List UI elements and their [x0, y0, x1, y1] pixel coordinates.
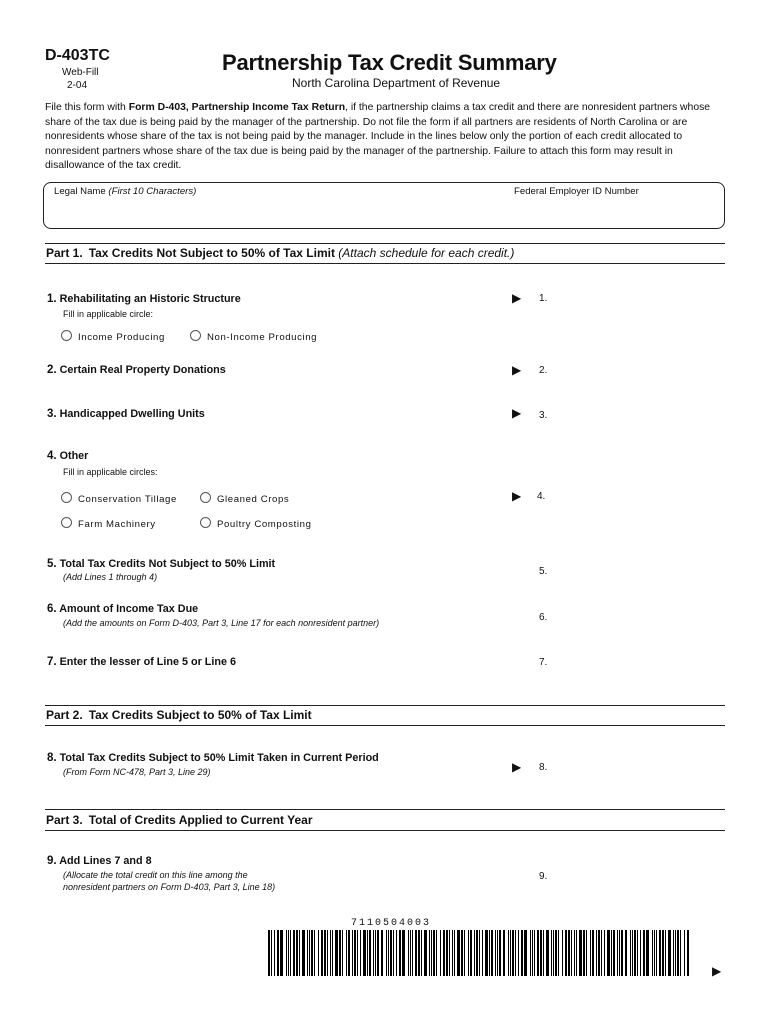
barcode-bar	[433, 930, 435, 976]
barcode-bar	[293, 930, 295, 976]
line8-ref: 8.	[539, 762, 548, 773]
barcode-bar	[491, 930, 493, 976]
barcode-bar	[534, 930, 535, 976]
barcode-bar	[495, 930, 496, 976]
next-page-arrow-icon: ▶	[712, 964, 722, 978]
barcode-bar	[339, 930, 341, 976]
line6-title: 6. Amount of Income Tax Due	[47, 603, 199, 615]
intro-text-2: , if the partnership claims a tax credit and there are nonresident partners whose share of the tax due is being paid by the manager of the partnership. Do not file the form if all partners are residents of North Carolina or are nonresidents whose share of the tax is not being paid by the manager. Include in the lines below only the portion of each credit allocated to nonresident partners whose share of the tax due is being paid by the manager of the partnership. Failure to attach this form may result in disallowance of the tax credit.	[45, 102, 711, 171]
barcode-bar	[352, 930, 353, 976]
barcode-bar	[470, 930, 472, 976]
barcode-bar	[335, 930, 338, 976]
barcode-bar	[532, 930, 533, 976]
barcode-bar	[357, 930, 358, 976]
barcode-bar	[452, 930, 453, 976]
barcode-bar	[634, 930, 636, 976]
line3-ref: 3.	[539, 410, 548, 421]
barcode-bar	[296, 930, 298, 976]
line7-ref: 7.	[539, 657, 548, 668]
barcode-bar	[424, 930, 427, 976]
divider	[45, 830, 725, 831]
barcode-bar	[524, 930, 527, 976]
barcode-bar	[418, 930, 420, 976]
barcode-bar	[302, 930, 305, 976]
barcode-bar	[332, 930, 333, 976]
barcode-bar	[576, 930, 577, 976]
arrow-icon: ▶	[512, 760, 522, 774]
barcode-bar	[592, 930, 594, 976]
barcode-bar	[640, 930, 641, 976]
barcode-bar	[369, 930, 371, 976]
barcode-bar	[330, 930, 331, 976]
department-name: North Carolina Department of Revenue	[292, 76, 501, 90]
barcode-bar	[613, 930, 615, 976]
barcode-bar	[431, 930, 432, 976]
line1-title: 1. Rehabilitating an Historic Structure	[47, 293, 241, 305]
form-version	[62, 66, 98, 92]
line5-note: (Add Lines 1 through 4)	[63, 572, 158, 582]
arrow-icon: ▶	[512, 489, 522, 503]
barcode-bar	[408, 930, 409, 976]
barcode-bar	[288, 930, 289, 976]
line9-ref: 9.	[539, 871, 548, 882]
barcode-bar	[586, 930, 587, 976]
line9-note: (Allocate the total credit on this line among the nonresident partners on Form D-403, Part 3, Line 18)	[63, 870, 276, 892]
barcode-bar	[476, 930, 478, 976]
barcode-bar	[611, 930, 612, 976]
barcode-bar	[604, 930, 605, 976]
barcode-bar	[659, 930, 661, 976]
arrow-icon: ▶	[512, 363, 522, 377]
barcode-bar	[499, 930, 501, 976]
barcode-bar	[318, 930, 319, 976]
barcode-bar	[596, 930, 597, 976]
line6-ref: 6.	[539, 612, 548, 623]
barcode-bar	[621, 930, 623, 976]
barcode-bar	[446, 930, 448, 976]
form-code: D-403TC	[45, 47, 110, 64]
divider	[45, 243, 725, 244]
barcode-bar	[503, 930, 505, 976]
radio-circle[interactable]	[190, 330, 201, 341]
revision-date: 2-04	[67, 80, 88, 91]
barcode-bar	[518, 930, 519, 976]
barcode-bar	[309, 930, 310, 976]
barcode-bar	[321, 930, 323, 976]
option-poultry-composting[interactable]: Poultry Composting	[200, 517, 312, 530]
barcode-bar	[646, 930, 649, 976]
barcode-bar	[271, 930, 272, 976]
barcode-bar	[327, 930, 328, 976]
barcode-bar	[324, 930, 326, 976]
barcode-bar	[565, 930, 567, 976]
barcode-bar	[637, 930, 638, 976]
barcode-bar	[579, 930, 582, 976]
barcode-bar	[665, 930, 666, 976]
barcode-bar	[348, 930, 350, 976]
barcode-bar	[457, 930, 460, 976]
barcode-bar	[675, 930, 676, 976]
barcode-bar	[568, 930, 570, 976]
barcode-bar	[668, 930, 671, 976]
barcode-number: 7110504003	[351, 918, 432, 929]
option-income-producing[interactable]: Income Producing	[61, 330, 165, 343]
radio-circle[interactable]	[61, 517, 72, 528]
barcode-bar	[607, 930, 610, 976]
barcode-bar	[280, 930, 283, 976]
barcode-bar	[386, 930, 387, 976]
barcode-bar	[464, 930, 465, 976]
barcode-bar	[555, 930, 557, 976]
line4-title: 4. Other	[47, 450, 89, 462]
barcode-bar	[673, 930, 674, 976]
line6-note: (Add the amounts on Form D-403, Part 3, Line 17 for each nonresident partner)	[63, 618, 380, 628]
arrow-icon: ▶	[512, 291, 522, 305]
web-fill-label: Web-Fill	[62, 67, 99, 78]
intro-form-ref: Form D-403, Partnership Income Tax Return	[128, 102, 346, 113]
barcode-bar	[421, 930, 422, 976]
barcode-bar	[619, 930, 620, 976]
barcode-bar	[479, 930, 480, 976]
line5-ref: 5.	[539, 566, 548, 577]
divider	[45, 263, 725, 264]
barcode-bar	[299, 930, 300, 976]
barcode-bar	[415, 930, 417, 976]
barcode-bar	[485, 930, 488, 976]
line3-title: 3. Handicapped Dwelling Units	[47, 408, 205, 420]
barcode-bar	[617, 930, 618, 976]
barcode-bar	[632, 930, 633, 976]
barcode-bar	[654, 930, 655, 976]
barcode-bar	[440, 930, 441, 976]
barcode-bar	[684, 930, 685, 976]
barcode-bar	[277, 930, 279, 976]
barcode-bar	[429, 930, 430, 976]
barcode-bar	[630, 930, 631, 976]
barcode-bar	[388, 930, 389, 976]
barcode-bar	[268, 930, 270, 976]
barcode-bar	[314, 930, 315, 976]
barcode-bar	[390, 930, 392, 976]
barcode-bar	[551, 930, 552, 976]
barcode-bar	[375, 930, 376, 976]
barcode-bar	[562, 930, 563, 976]
barcode-bar	[574, 930, 575, 976]
divider	[45, 809, 725, 810]
barcode	[268, 930, 701, 976]
barcode-bar	[656, 930, 657, 976]
option-gleaned-crops[interactable]: Gleaned Crops	[200, 492, 289, 505]
barcode-bar	[521, 930, 523, 976]
barcode-bar	[399, 930, 401, 976]
barcode-bar	[307, 930, 308, 976]
fein-label: Federal Employer ID Number	[514, 186, 639, 197]
barcode-bar	[497, 930, 498, 976]
barcode-bar	[553, 930, 554, 976]
radio-circle[interactable]	[61, 330, 72, 341]
barcode-bar	[410, 930, 411, 976]
line4-fill-instruction: Fill in applicable circles:	[63, 467, 158, 477]
option-non-income-producing[interactable]: Non-Income Producing	[190, 330, 317, 343]
barcode-bar	[558, 930, 559, 976]
part1-heading: Part 1. Tax Credits Not Subject to 50% of Tax Limit (Attach schedule for each credit.)	[46, 246, 515, 260]
barcode-bar	[680, 930, 681, 976]
barcode-bar	[652, 930, 653, 976]
barcode-bar	[393, 930, 394, 976]
radio-circle[interactable]	[200, 492, 211, 503]
line9-title: 9. Add Lines 7 and 8	[47, 855, 152, 867]
line1-ref: 1.	[539, 293, 548, 304]
barcode-bar	[402, 930, 405, 976]
barcode-bar	[530, 930, 531, 976]
barcode-bar	[687, 930, 689, 976]
barcode-bar	[677, 930, 679, 976]
barcode-bar	[601, 930, 602, 976]
barcode-bar	[342, 930, 343, 976]
barcode-bar	[583, 930, 585, 976]
line2-ref: 2.	[539, 365, 548, 376]
barcode-bar	[468, 930, 469, 976]
barcode-bar	[449, 930, 450, 976]
barcode-bar	[643, 930, 645, 976]
barcode-bar	[443, 930, 445, 976]
part2-heading: Part 2. Tax Credits Subject to 50% of Tax Limit	[46, 708, 312, 722]
barcode-bar	[436, 930, 437, 976]
barcode-bar	[274, 930, 275, 976]
barcode-bar	[354, 930, 356, 976]
barcode-bar	[290, 930, 291, 976]
divider	[45, 705, 725, 706]
barcode-bar	[537, 930, 539, 976]
barcode-bar	[311, 930, 313, 976]
barcode-bar	[571, 930, 572, 976]
instructions	[45, 101, 725, 174]
line2-title: 2. Certain Real Property Donations	[47, 364, 226, 376]
radio-circle[interactable]	[61, 492, 72, 503]
barcode-bar	[590, 930, 591, 976]
line8-title: 8. Total Tax Credits Subject to 50% Limit Taken in Current Period	[47, 752, 379, 764]
barcode-bar	[346, 930, 347, 976]
barcode-bar	[360, 930, 361, 976]
line8-note: (From Form NC-478, Part 3, Line 29)	[63, 767, 211, 777]
barcode-bar	[363, 930, 366, 976]
option-farm-machinery[interactable]: Farm Machinery	[61, 517, 156, 530]
barcode-bar	[625, 930, 627, 976]
barcode-bar	[489, 930, 490, 976]
part3-heading: Part 3. Total of Credits Applied to Current Year	[46, 813, 313, 827]
line5-title: 5. Total Tax Credits Not Subject to 50% Limit	[47, 558, 276, 570]
barcode-bar	[510, 930, 511, 976]
barcode-bar	[515, 930, 516, 976]
line4-ref: 4.	[537, 491, 546, 502]
barcode-bar	[377, 930, 379, 976]
barcode-bar	[598, 930, 600, 976]
barcode-bar	[454, 930, 455, 976]
barcode-bar	[662, 930, 664, 976]
barcode-bar	[286, 930, 287, 976]
divider	[45, 725, 725, 726]
barcode-bar	[474, 930, 475, 976]
line1-fill-instruction: Fill in applicable circle:	[63, 309, 154, 319]
barcode-bar	[396, 930, 397, 976]
page-title: Partnership Tax Credit Summary	[222, 50, 557, 75]
barcode-bar	[512, 930, 514, 976]
taxpayer-info-box[interactable]	[43, 182, 725, 229]
barcode-bar	[373, 930, 374, 976]
barcode-bar	[508, 930, 509, 976]
barcode-bar	[461, 930, 463, 976]
barcode-bar	[412, 930, 413, 976]
barcode-bar	[540, 930, 542, 976]
barcode-bar	[546, 930, 549, 976]
barcode-bar	[381, 930, 383, 976]
line7-title: 7. Enter the lesser of Line 5 or Line 6	[47, 656, 236, 668]
intro-text-1: File this form with	[45, 102, 129, 113]
barcode-bar	[543, 930, 544, 976]
radio-circle[interactable]	[200, 517, 211, 528]
legal-name-label: Legal Name (First 10 Characters)	[54, 186, 197, 197]
barcode-bar	[367, 930, 368, 976]
option-conservation-tillage[interactable]: Conservation Tillage	[61, 492, 177, 505]
barcode-bar	[482, 930, 483, 976]
arrow-icon: ▶	[512, 406, 522, 420]
